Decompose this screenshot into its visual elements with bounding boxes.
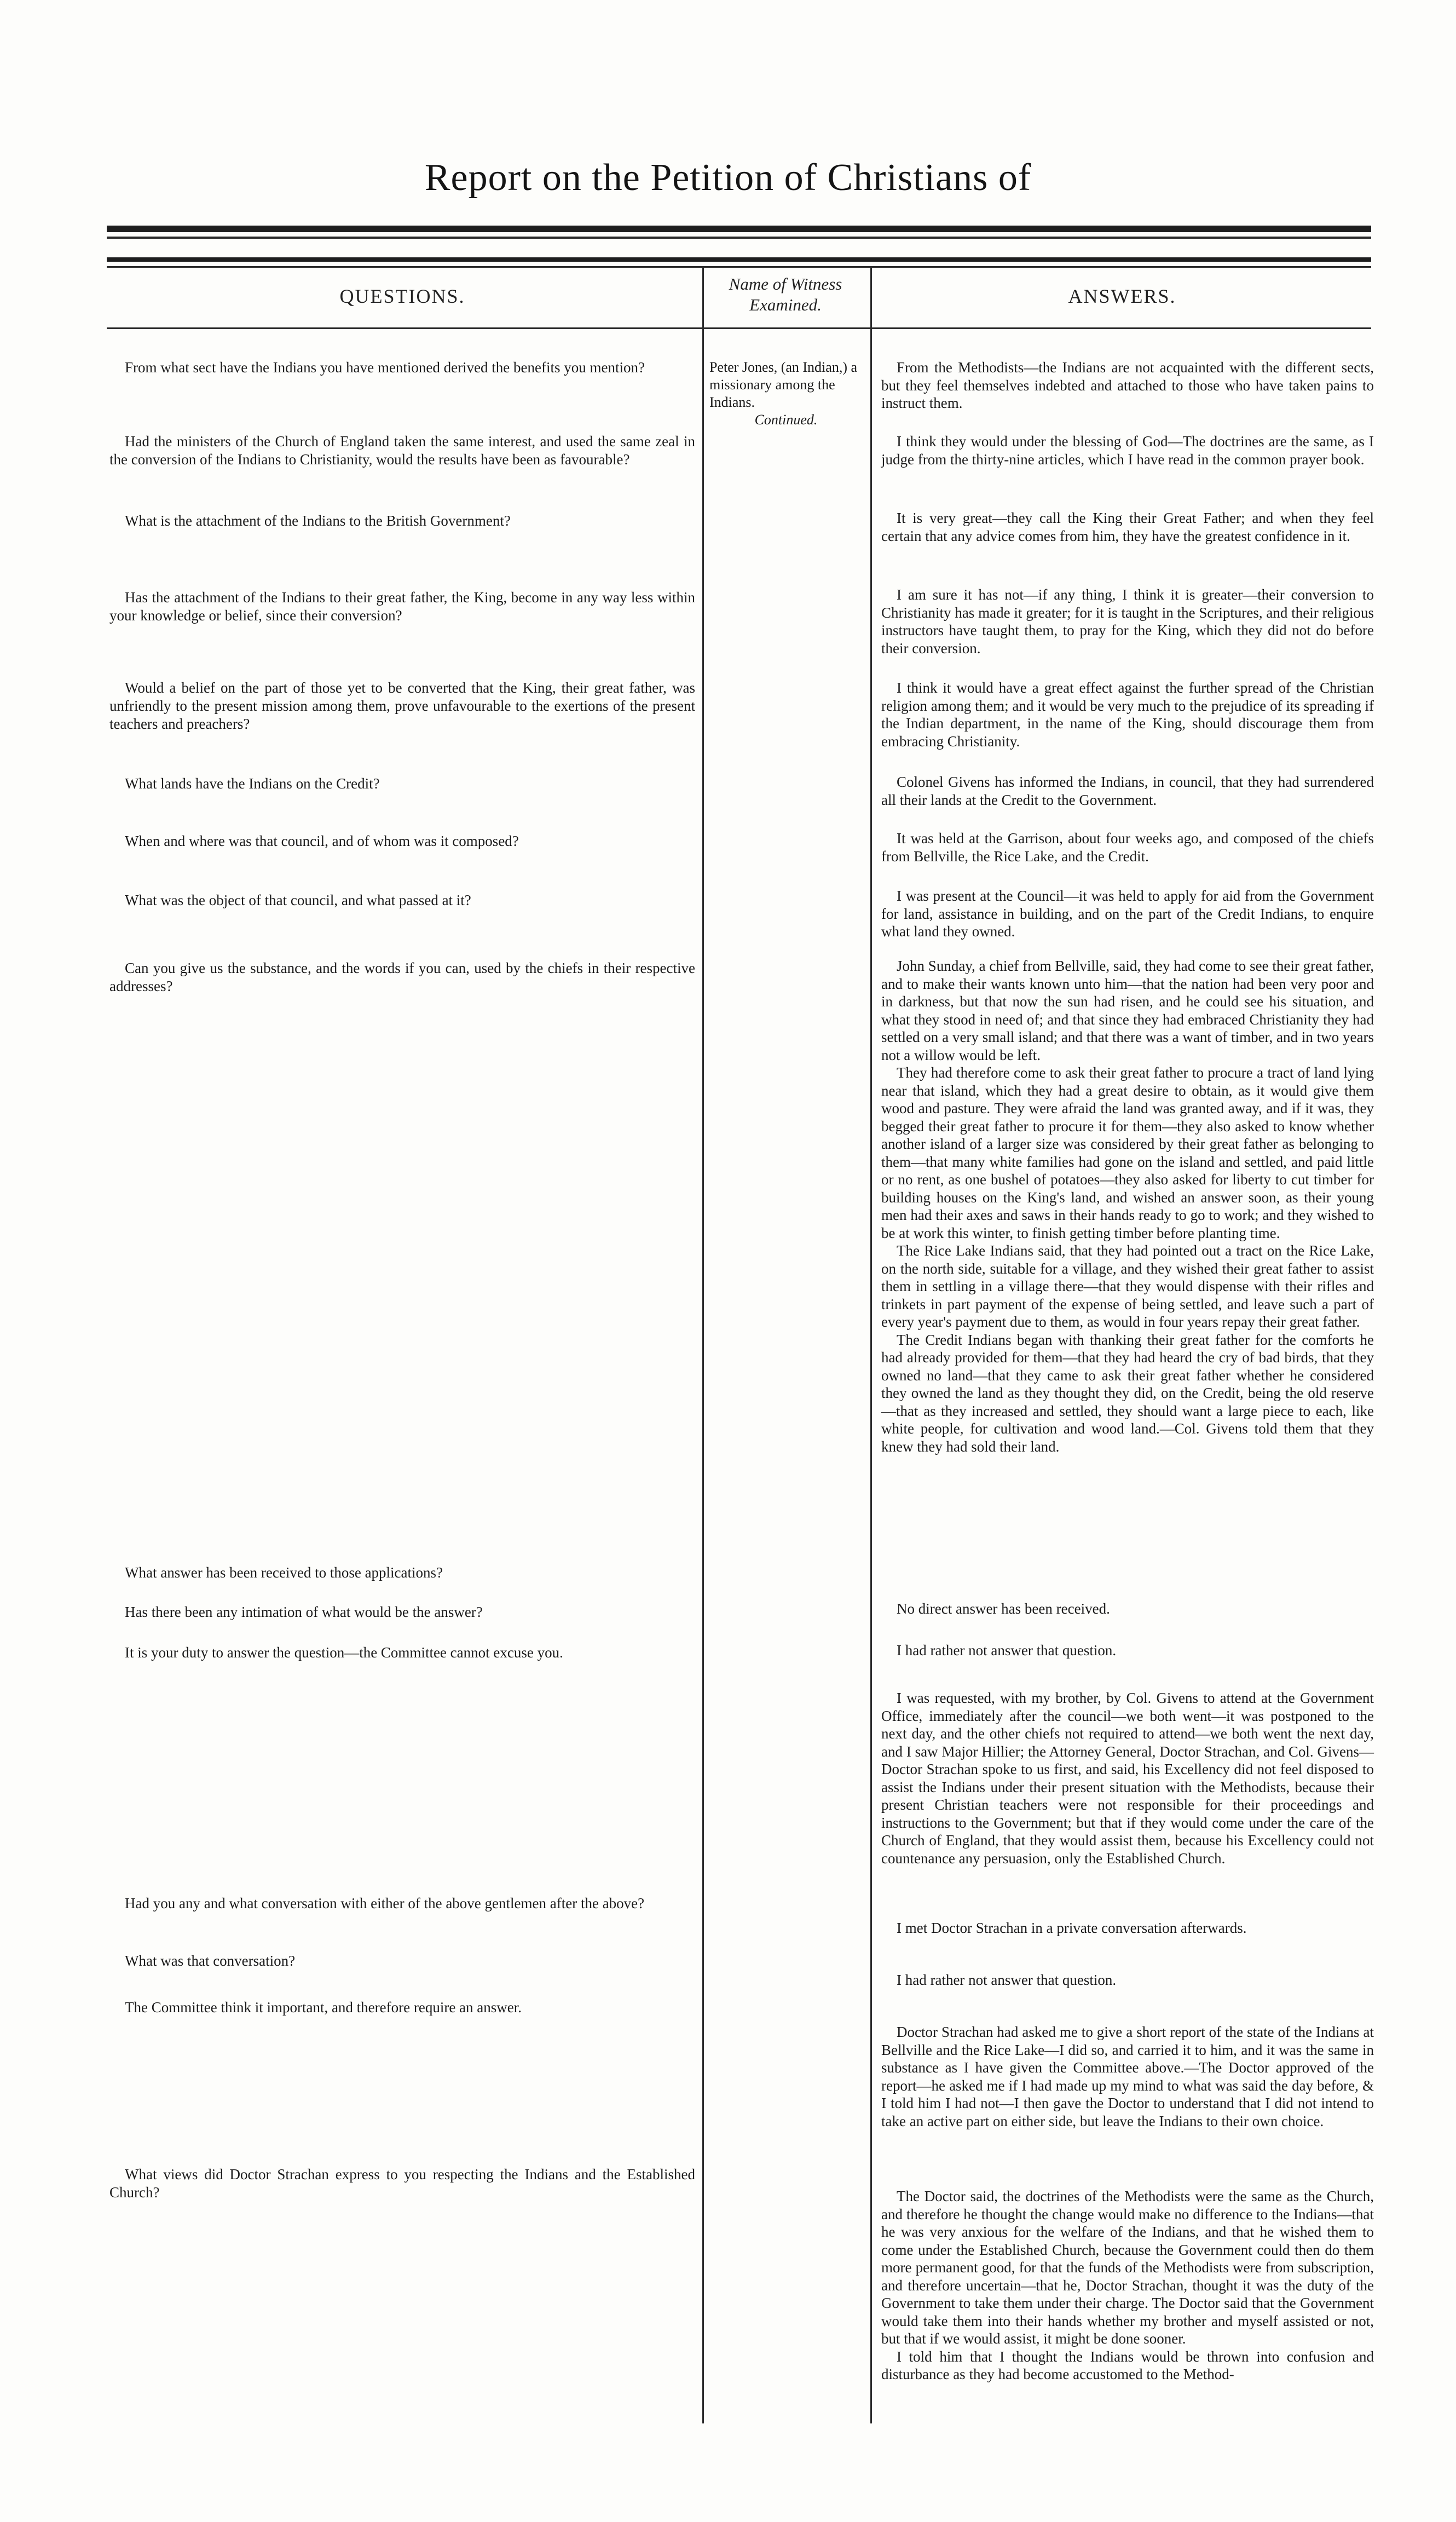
header-rule-thin xyxy=(107,266,1371,268)
answer-item: Doctor Strachan had asked me to give a short report of the state of the Indians at Bellville and the Rice Lake—I did so, and carried it to him, and it was the same in substance as I have given the Committee above.—The Doctor approved of the report—he asked me if I had made up my mind to what was said the day before, & I told him I had not—I then gave the Doctor to understand that I did not intend to take an active part on either side, but leave the Indians to their own choice. xyxy=(881,2024,1374,2129)
header-rule-thin xyxy=(107,237,1371,239)
question-item: When and where was that council, and of whom was it composed? xyxy=(125,833,519,849)
answer-item: From the Methodists—the Indians are not acquainted with the different sects, but they feel themselves indebted and attached to those who have taken pains to instruct them. xyxy=(881,359,1374,411)
question-item: What was the object of that council, and what passed at it? xyxy=(125,892,471,908)
question-item: Had the ministers of the Church of England taken the same interest, and used the same zeal in the conversion of the Indians to Christianity, would the results have been as favourable? xyxy=(109,433,695,468)
answer-item: I was present at the Council—it was held to apply for aid from the Government for land, assistance in building, and on the part of the Credit Indians, to enquire what land they owned. xyxy=(881,888,1374,940)
witness-entry xyxy=(709,359,863,429)
answer-paragraph: The Doctor said, the doctrines of the Methodists were the same as the Church, and therefore he thought the change would make no difference to the Indians—that he was very anxious for the welfare of the Indians, and that he wished them to come under the Established Church, because the Government could then do them more permanent good, for that the funds of the Methodists were from subscription, and therefore uncertain—that he, Doctor Strachan, thought it was the duty of the Government to take them under their charge. The Doctor said that the Government would take them into their hands whether my brother and myself assisted or not, but that if we would assist, it might be done sooner. xyxy=(881,2188,1374,2347)
answer-item: I am sure it has not—if any thing, I think it is greater—their conversion to Christianity has made it greater; for it is taught in the Scriptures, and their religious instructors have taught them, to pray for the King, which they did not do before their conversion. xyxy=(881,586,1374,657)
witness-column-header: Name of Witness Examined. xyxy=(729,274,842,314)
question-item: Had you any and what conversation with either of the above gentlemen after the above? xyxy=(125,1895,645,1911)
question-item: From what sect have the Indians you have mentioned derived the benefits you mention? xyxy=(125,359,645,376)
answer-item: I was requested, with my brother, by Col. Givens to attend at the Government Office, immediately after the council—we both went—it was postponed to the next day, and the other chiefs not required to attend—we both went the next day, and I saw Major Hillier; the Attorney General, Doctor Strachan, and Col. Givens—Doctor Strachan spoke to us first, and said, his Excellency did not feel disposed to assist the Indians under their present situation with the Methodists, because their present Christian teachers were not responsible for their proceedings and instructions to the Government; but that if they would come under the care of the Church of England, that they would assist them, because his Excellency could not countenance any persuasion, only the Established Church. xyxy=(881,1690,1374,1867)
question-item: The Committee think it important, and therefore require an answer. xyxy=(125,1999,522,2016)
column-divider-left xyxy=(702,266,704,2423)
answer-paragraph: I told him that I thought the Indians would be thrown into confusion and disturbance as they had become accustomed to the Method- xyxy=(881,2348,1374,2382)
witness-note: Continued. xyxy=(754,412,818,428)
column-header-rule xyxy=(107,327,1371,329)
answer-item xyxy=(881,957,1374,1455)
answer-paragraph: John Sunday, a chief from Bellville, said, they had come to see their great father, and to make their wants known unto him—that the nation had been very poor and in darkness, but that now the sun had risen, and he could see his situation, and what they stood in need of; and that since they had embraced Christianity they had settled on a very small island; and that there was a want of timber, and in two years not a willow would be left. xyxy=(881,958,1374,1063)
answer-item xyxy=(881,2187,1374,2383)
question-item: Has the attachment of the Indians to their great father, the King, become in any way less within your knowledge or belief, since their conversion? xyxy=(109,589,695,624)
answer-item: No direct answer has been received. xyxy=(897,1600,1110,1617)
answer-item: I met Doctor Strachan in a private conversation afterwards. xyxy=(897,1920,1247,1936)
question-item: Would a belief on the part of those yet to be converted that the King, their great father, was unfriendly to the present mission among them, prove unfavourable to the exertions of the present teachers and preachers? xyxy=(109,680,695,732)
answer-item: I had rather not answer that question. xyxy=(897,1972,1117,1988)
answer-item: Colonel Givens has informed the Indians, in council, that they had surrendered all their lands at the Credit to the Government. xyxy=(881,774,1374,808)
questions-column-header: QUESTIONS. xyxy=(339,285,465,307)
witness-name: Peter Jones, (an Indian,) a missionary among the Indians. xyxy=(709,359,858,410)
answer-paragraph: They had therefore come to ask their great father to procure a tract of land lying near that island, which they had a great desire to obtain, as it would give them wood and pasture. They were afraid the land was granted away, and if it was, they begged their great father to procure it for them—they also asked to know whether another island of a larger size was considered by their great father as belonging to them—that many white families had gone on the island and settled, and paid little or no rent, as one bushel of potatoes—they also asked for liberty to cut timber for building houses on the King's land, and wished an answer soon, as their young men had their axes and saws in their hands ready to go to work; and they wished to be at work this winter, to finish getting timber before planting time. xyxy=(881,1064,1374,1241)
question-item: What was that conversation? xyxy=(125,1953,296,1969)
question-item: What answer has been received to those applications? xyxy=(125,1564,443,1581)
question-item: What lands have the Indians on the Credit? xyxy=(125,775,380,792)
answer-item: I had rather not answer that question. xyxy=(897,1642,1117,1659)
answer-item: I think they would under the blessing of God—The doctrines are the same, as I judge from the thirty-nine articles, which I have read in the common prayer book. xyxy=(881,433,1374,468)
page-title: Report on the Petition of Christians of xyxy=(424,157,1032,199)
answer-paragraph: The Credit Indians began with thanking their great father for the comforts he had already provided for them—that they had heard the cry of bad birds, that they owned no land—that they came to ask their great father whether he considered they owned the land as they thought they did, on the Credit, being the old reserve—that as they increased and settled, they should want a large piece to each, like white people, for cultivation and wood land.—Col. Givens told them that they knew they had sold their land. xyxy=(881,1331,1374,1455)
answer-paragraph: The Rice Lake Indians said, that they had pointed out a tract on the Rice Lake, on the north side, suitable for a village, and they wished their great father to assist them in settling in a village there—that they would dispense with their rifles and trinkets in part payment of the expense of being settled, and leave such a part of every year's payment due to them, as would in four years repay their great father. xyxy=(881,1242,1374,1330)
question-item: What views did Doctor Strachan express to you respecting the Indians and the Established Church? xyxy=(109,2166,695,2201)
answer-item: I think it would have a great effect against the further spread of the Christian religion among them; and it would be very much to the prejudice of its spreading if the Indian department, in the name of the King, should discourage them from embracing Christianity. xyxy=(881,680,1374,750)
question-item: Can you give us the substance, and the words if you can, used by the chiefs in their respective addresses? xyxy=(109,960,695,994)
answers-column-header: ANSWERS. xyxy=(1068,285,1176,307)
column-divider-right xyxy=(870,266,872,2423)
question-item: Has there been any intimation of what would be the answer? xyxy=(125,1604,483,1620)
header-rule-thick xyxy=(107,226,1371,232)
header-rule-thick xyxy=(107,257,1371,262)
answer-item: It was held at the Garrison, about four weeks ago, and composed of the chiefs from Bellville, the Rice Lake, and the Credit. xyxy=(881,830,1374,865)
question-item: It is your duty to answer the question—the Committee cannot excuse you. xyxy=(125,1644,563,1661)
question-item: What is the attachment of the Indians to the British Government? xyxy=(125,513,511,529)
answer-item: It is very great—they call the King their Great Father; and when they feel certain that any advice comes from him, they have the greatest confidence in it. xyxy=(881,510,1374,544)
